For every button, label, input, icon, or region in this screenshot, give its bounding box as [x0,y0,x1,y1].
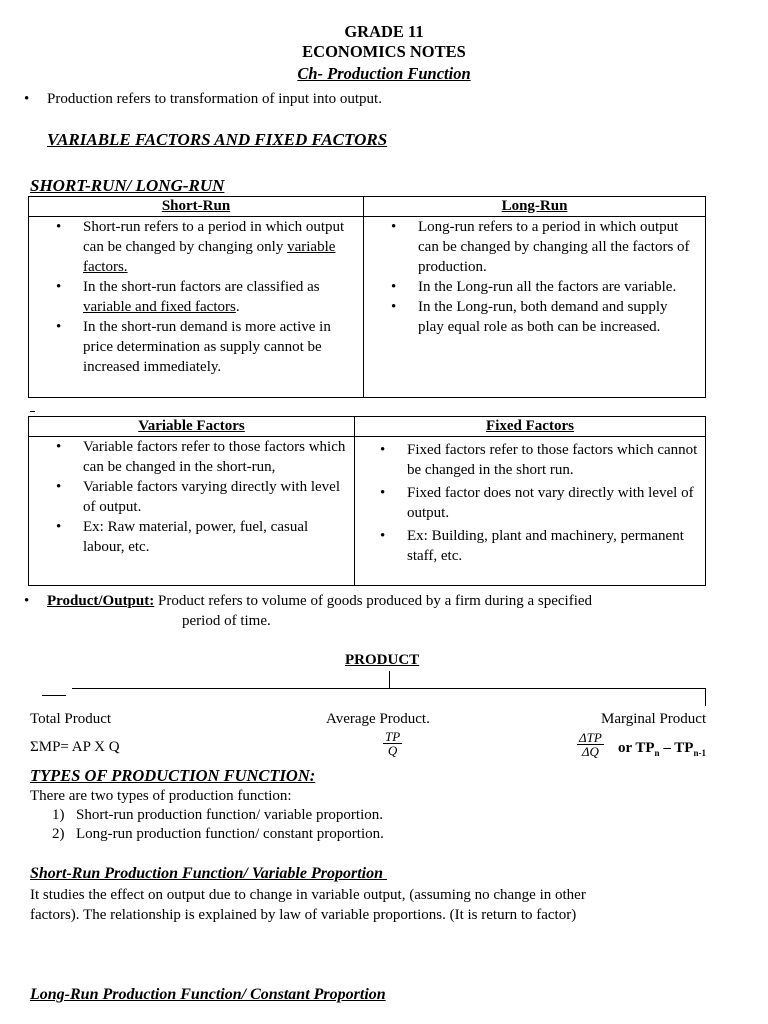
intro-text: Production refers to transformation of input into output. [47,91,382,107]
short-run-pf-line-1: It studies the effect on output due to change in variable output, (assuming no change in other [30,887,586,903]
marginal-product-alt-formula: or $TP_n - TP_{n-1}$ [618,740,706,758]
tree-branch [72,688,706,689]
list-item: • Variable factors varying directly with level of output. [83,477,348,517]
variable-fixed-table [28,416,706,586]
variable-factors-cell [29,437,355,586]
bullet-icon: • [24,593,30,609]
bullet-icon: • [24,91,30,107]
list-item: • In the Long-run all the factors are variable. [418,277,697,297]
fixed-factors-header: Fixed Factors [355,417,706,437]
total-product-label: Total Product [30,711,112,727]
list-item: • Fixed factors refer to those factors which cannot be changed in the short run. [407,440,699,480]
short-run-cell [29,217,364,398]
short-run-pf-line-2: factors). The relationship is explained by law of variable proportions. (It is return to factor) [30,907,577,923]
short-long-run-table [28,196,706,398]
tree-left-dash [42,695,66,696]
list-item: • Short-run refers to a period in which output can be changed by changing only variable factors. [83,217,355,277]
doc-subject: ECONOMICS NOTES [302,42,466,61]
types-item-1-number: 1) [52,807,65,823]
fixed-factors-cell [355,437,706,586]
average-product-label: Average Product. [326,711,430,727]
list-item: • Ex: Raw material, power, fuel, casual labour, etc. [83,517,348,557]
list-item: • In the short-run factors are classified as variable and fixed factors. [83,277,355,317]
product-output-definition: Product/Output: Product refers to volume of goods produced by a firm during a specified [47,593,593,609]
types-item-2: Long-run production function/ constant proportion. [76,826,384,842]
long-run-header: Long-Run [364,197,706,217]
product-root-label: PRODUCT [345,652,420,668]
heading-short-long: SHORT-RUN/ LONG-RUN [30,176,225,195]
heading-variable-fixed: VARIABLE FACTORS AND FIXED FACTORS [47,130,388,149]
average-product-formula: $\frac{TP}{Q}$ [385,729,401,758]
list-item: • In the short-run demand is more active in price determination as supply cannot be increased immediately. [83,317,355,377]
types-heading: TYPES OF PRODUCTION FUNCTION: [30,766,316,785]
variable-factors-header: Variable Factors [29,417,355,437]
product-output-definition-cont: period of time. [182,613,271,629]
marginal-product-fraction: ΔTP ΔQ [579,730,602,759]
short-run-header: Short-Run [29,197,364,217]
types-item-2-number: 2) [52,826,65,842]
tree-right-leg [705,688,706,706]
list-item: • Variable factors refer to those factors which can be changed in the short-run, [83,437,348,477]
list-item: • Long-run refers to a period in which output can be changed by changing all the factors of production. [418,217,697,277]
types-intro: There are two types of production function: [30,788,292,804]
list-item: • Ex: Building, plant and machinery, permanent staff, etc. [407,526,699,566]
types-item-1: Short-run production function/ variable proportion. [76,807,384,823]
doc-chapter: Ch- Production Function [297,64,471,83]
marginal-product-label: Marginal Product [601,711,707,727]
long-run-pf-heading: Long-Run Production Function/ Constant Proportion [30,986,386,1003]
doc-grade: GRADE 11 [344,22,424,41]
stray-mark [30,411,35,412]
list-item: • Fixed factor does not vary directly with level of output. [407,483,699,523]
short-run-pf-heading: Short-Run Production Function/ Variable Proportion [30,865,387,882]
total-product-formula: ΣMP= AP X Q [30,739,120,755]
long-run-cell [364,217,706,398]
tree-stem [389,671,390,689]
list-item: • In the Long-run, both demand and supply play equal role as both can be increased. [418,297,697,337]
